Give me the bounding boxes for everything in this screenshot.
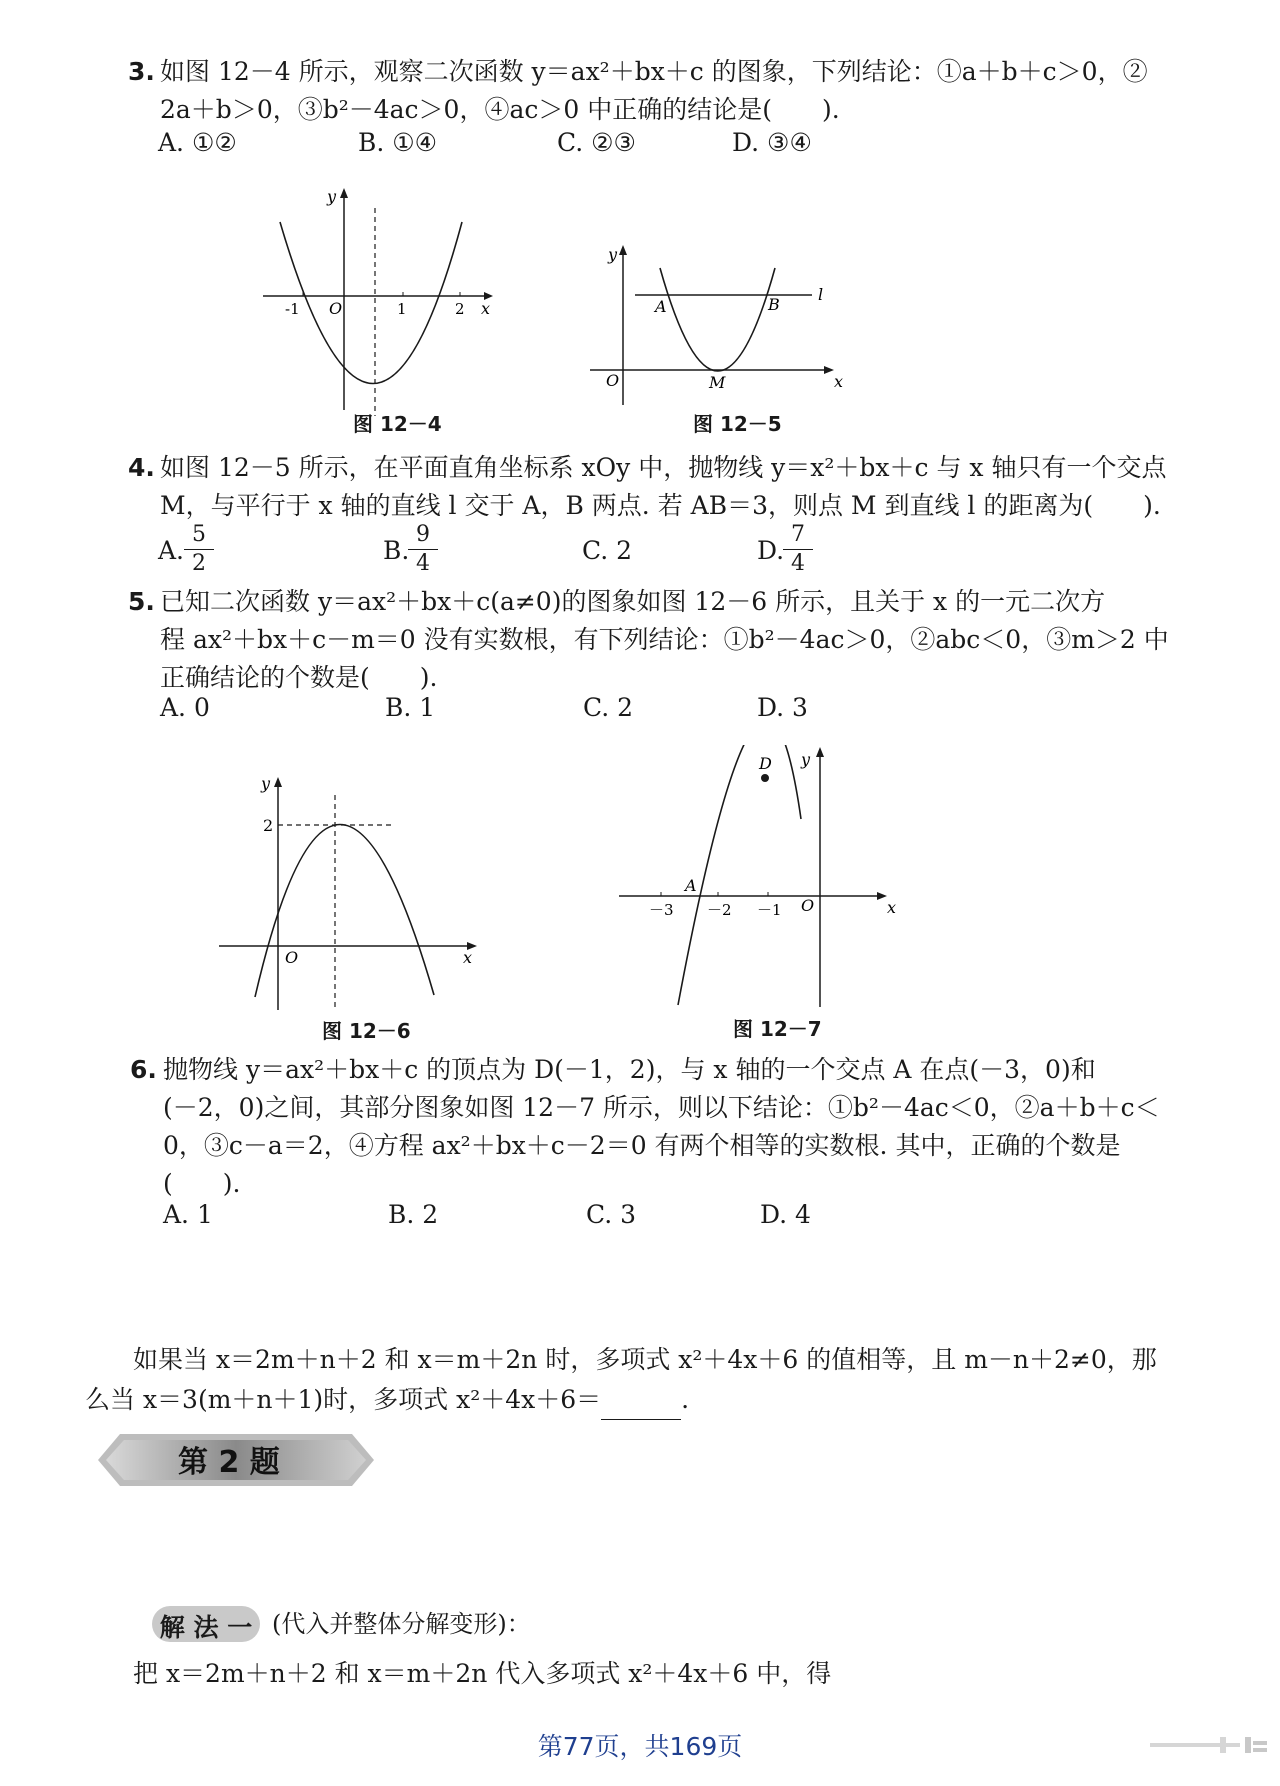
answer-blank [601, 1395, 681, 1420]
option-d: D. ③④ [732, 128, 812, 157]
figure-caption: 图 12－4 [353, 412, 442, 436]
y-label: y [801, 750, 811, 769]
numerator: 9 [416, 522, 430, 547]
option-d: D. 3 [757, 693, 808, 722]
option-c: C. 2 [583, 693, 634, 722]
figure-12-4 [255, 180, 515, 420]
solution-note: (代入并整体分解变形)： [272, 1610, 531, 1638]
option-d: D. [757, 536, 785, 565]
origin-label: O [606, 371, 620, 390]
fraction [408, 522, 438, 577]
y-label: y [261, 774, 271, 793]
figure-caption: 图 12－7 [733, 1017, 822, 1041]
corner-watermark-icon [1150, 1735, 1275, 1759]
question-text-line: ( ). [163, 1169, 241, 1198]
origin-label: O [329, 299, 343, 318]
problem-text-line: 如果当 x＝2m＋n＋2 和 x＝m＋2n 时，多项式 x²＋4x＋6 的值相等，且 m－n＋2≠0，那 [133, 1345, 1157, 1374]
y-axis-arrow [340, 188, 348, 198]
y-label: y [608, 245, 618, 264]
option-d: D. 4 [760, 1200, 811, 1229]
question-text-line: (－2，0)之间，其部分图象如图 12－7 所示，则以下结论：①b²－4ac＜0，②a＋b＋c＜ [163, 1093, 1160, 1122]
tick-label: －1 [757, 901, 782, 919]
question-text-line: 抛物线 y＝ax²＋bx＋c 的顶点为 D(－1，2)，与 x 轴的一个交点 A 在点(－3，0)和 [163, 1055, 1096, 1084]
figure-caption: 图 12－5 [693, 412, 782, 436]
tick-label: 1 [397, 300, 407, 318]
option-b: B. 2 [388, 1200, 439, 1229]
parabola-curve [255, 824, 434, 997]
point-label: A [655, 297, 667, 316]
option-b: B. [383, 536, 410, 565]
figure-caption: 图 12－6 [322, 1019, 411, 1043]
point-label: B [768, 295, 780, 314]
x-label: x [834, 372, 844, 391]
point-label: M [709, 373, 726, 392]
origin-label: O [285, 948, 299, 967]
period: . [681, 1385, 690, 1414]
tick-label: －3 [649, 901, 674, 919]
question-number: 3. [128, 57, 155, 86]
option-c: C. 3 [586, 1200, 637, 1229]
denominator: 2 [192, 551, 206, 576]
tick-label: 2 [263, 816, 274, 835]
fraction [783, 522, 813, 577]
tick-label: －2 [707, 901, 732, 919]
x-label: x [887, 898, 897, 917]
option-c: C. ②③ [557, 128, 636, 157]
question-text-line: 如图 12－5 所示，在平面直角坐标系 xOy 中，抛物线 y＝x²＋bx＋c 与 x 轴只有一个交点 [160, 453, 1167, 482]
point-label: A [685, 876, 697, 895]
question-text-line: 如图 12－4 所示，观察二次函数 y＝ax²＋bx＋c 的图象，下列结论：①a＋b＋c＞0，② [160, 57, 1148, 86]
solution-text-line: 把 x＝2m＋n＋2 和 x＝m＋2n 代入多项式 x²＋4x＋6 中，得 [133, 1659, 832, 1688]
parabola-curve [280, 222, 462, 384]
tick-label: -1 [285, 300, 300, 318]
option-a: A. 1 [163, 1200, 213, 1229]
x-axis-arrow [824, 366, 834, 374]
option-a: A. [158, 536, 185, 565]
y-axis-arrow [619, 245, 627, 255]
figure-12-6 [215, 765, 485, 1010]
y-label: y [327, 187, 337, 206]
option-c: C. 2 [582, 536, 633, 565]
denominator: 4 [791, 551, 805, 576]
line-label: l [818, 285, 824, 304]
point-label: D [759, 754, 772, 773]
x-label: x [463, 948, 473, 967]
figure-12-7 [615, 745, 905, 1010]
numerator: 5 [192, 522, 206, 547]
question-text-line: 2a＋b＞0，③b²－4ac＞0，④ac＞0 中正确的结论是( ). [160, 95, 840, 124]
x-axis-arrow [877, 892, 887, 900]
solution-tag-label: 解 法 一 [159, 1613, 253, 1642]
section-title: 第 2 题 [178, 1445, 280, 1480]
y-axis-arrow [816, 747, 824, 757]
problem-text: 么当 x＝3(m＋n＋1)时，多项式 x²＋4x＋6＝ [85, 1385, 602, 1414]
figure-12-5 [590, 240, 850, 405]
question-number: 4. [128, 453, 155, 482]
question-number: 6. [130, 1055, 157, 1084]
question-text-line: 正确结论的个数是( ). [160, 663, 438, 692]
problem-text-line [85, 1380, 689, 1420]
question-text-line: 0，③c－a＝2，④方程 ax²＋bx＋c－2＝0 有两个相等的实数根. 其中，正确的个数是 [163, 1131, 1121, 1160]
numerator: 7 [791, 522, 805, 547]
origin-label: O [801, 896, 815, 915]
question-text-line: M，与平行于 x 轴的直线 l 交于 A，B 两点. 若 AB＝3，则点 M 到直线 l 的距离为( ). [160, 491, 1161, 520]
question-number: 5. [128, 587, 155, 616]
question-text-line: 程 ax²＋bx＋c－m＝0 没有实数根，有下列结论：①b²－4ac＞0，②abc＜0，③m＞2 中 [160, 625, 1169, 654]
y-axis-arrow [274, 777, 282, 787]
parabola-curve [678, 745, 801, 1005]
option-b: B. 1 [385, 693, 436, 722]
fraction [184, 522, 214, 577]
x-label: x [481, 299, 491, 318]
question-text-line: 已知二次函数 y＝ax²＋bx＋c(a≠0)的图象如图 12－6 所示，且关于 x 的一元二次方 [160, 587, 1106, 616]
solution-tag [152, 1606, 260, 1642]
tick-label: 2 [455, 300, 465, 318]
denominator: 4 [416, 551, 430, 576]
page-footer: 第77页，共169页 [537, 1732, 743, 1761]
parabola-curve [660, 268, 775, 371]
option-a: A. ①② [158, 128, 237, 157]
vertex-point [761, 774, 769, 782]
option-a: A. 0 [160, 693, 210, 722]
option-b: B. ①④ [358, 128, 438, 157]
